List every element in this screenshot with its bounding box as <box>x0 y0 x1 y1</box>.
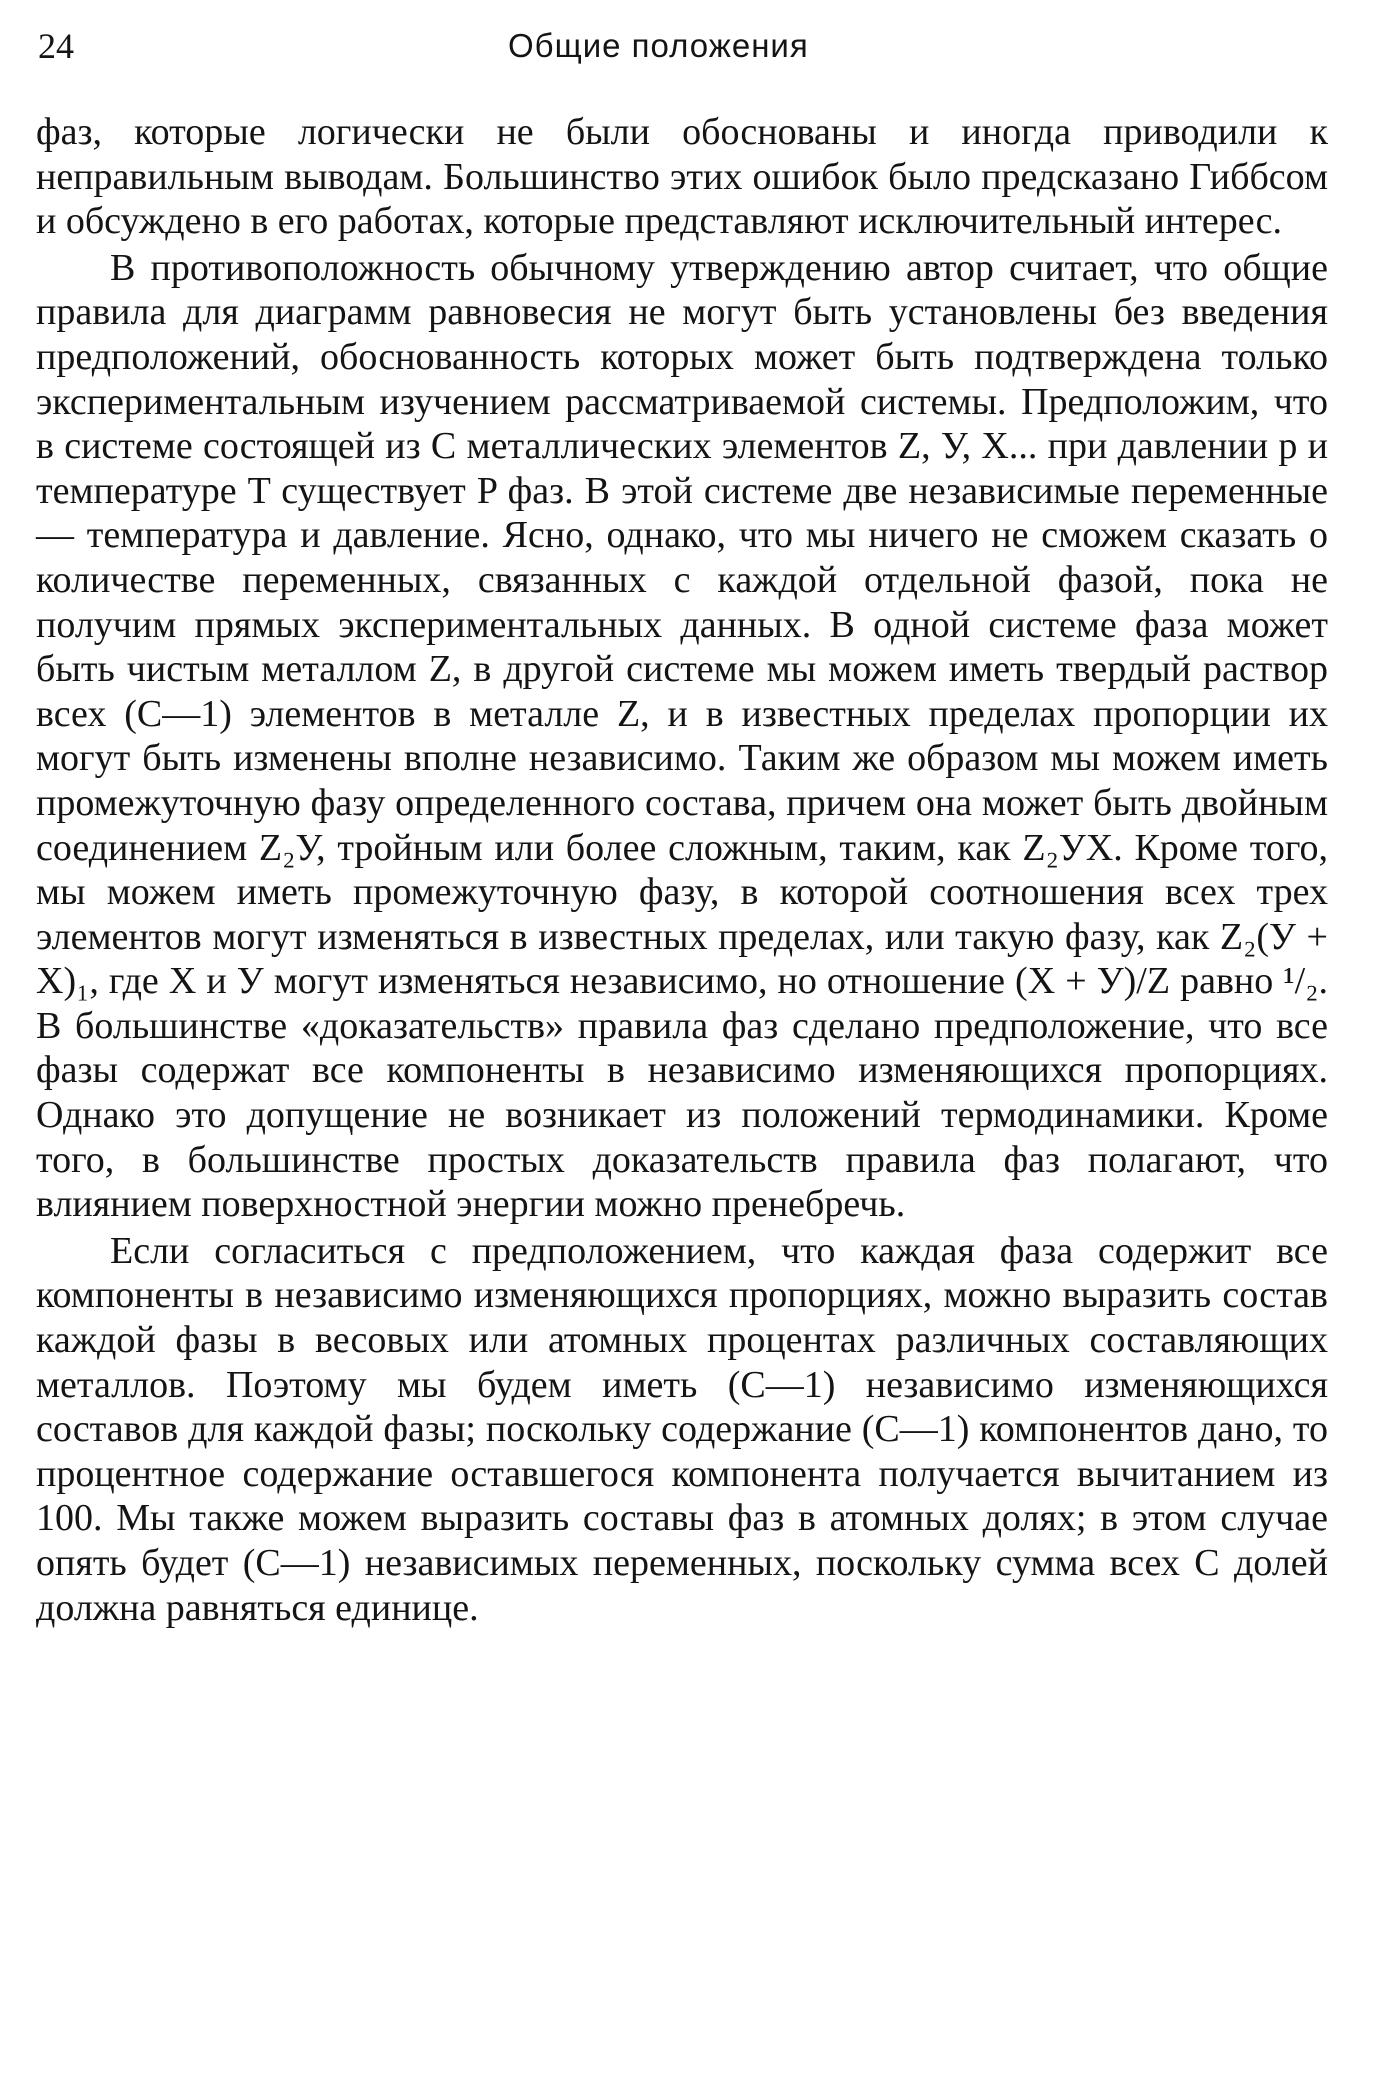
page-header <box>38 22 1328 70</box>
paragraph-continuation: фаз, которые логически не были обоснованы и иногда приводили к неправильным выводам. Большинство этих ошибок было предсказано Гиббсом и обсуждено в его работах, которые представляют исключительный интерес. <box>36 111 1328 243</box>
paragraph-composition-variables: Если согласиться с предположением, что каждая фаза содержит все компоненты в независимо изменяющихся пропорциях, можно выразить состав каждой фазы в весовых или атомных процентах различных составляющих металлов. Поэтому мы будем иметь (C—1) независимо изменяющихся составов для каждой фазы; поскольку содержание (C—1) компонентов дано, то процентное содержание оставшегося компонента получается вычитанием из 100. Мы также можем выразить составы фаз в атомных долях; в этом случае опять будет (C—1) независимых переменных, поскольку сумма всех C долей должна равняться единице. <box>36 1229 1328 1629</box>
running-title: Общие положения <box>508 27 809 64</box>
paragraph-phase-rule-assumptions: В противоположность обычному утверждению автор считает, что общие правила для диаграмм равновесия не могут быть установлены без введения предположений, обоснованность которых может быть подтверждена только экспериментальным изучением рассматриваемой системы. Предположим, что в системе состоящей из C металлических элементов Z, У, X... при давлении p и температуре T существует P фаз. В этой системе две независимые переменные — температура и давление. Ясно, однако, что мы ничего не сможем сказать о количестве переменных, связанных с каждой отдельной фазой, пока не получим прямых экспериментальных данных. В одной системе фаза может быть чистым металлом Z, в другой системе мы можем иметь твердый раствор всех (C—1) элементов в металле Z, и в известных пределах пропорции их могут быть изменены вполне независимо. Таким же образом мы можем иметь промежуточную фазу определенного состава, причем она может быть двойным соединением Z₂У, тройным или более сложным, таким, как Z₂УX. Кроме того, мы можем иметь промежуточную фазу, в которой соотношения всех трех элементов могут изменяться в известных пределах, или такую фазу, как Z₂(У + X)₁, где X и У могут изменяться независимо, но отношение (X + У)/Z равно ¹/₂. В большинстве «доказательств» правила фаз сделано предположение, что все фазы содержат все компоненты в независимо изменяющихся пропорциях. Однако это допущение не возникает из положений термодинамики. Кроме того, в большинстве простых доказательств правила фаз полагают, что влиянием поверхностной энергии можно пренебречь. <box>36 246 1328 1226</box>
page-number: 24 <box>38 26 74 66</box>
body-text <box>36 110 1328 1630</box>
